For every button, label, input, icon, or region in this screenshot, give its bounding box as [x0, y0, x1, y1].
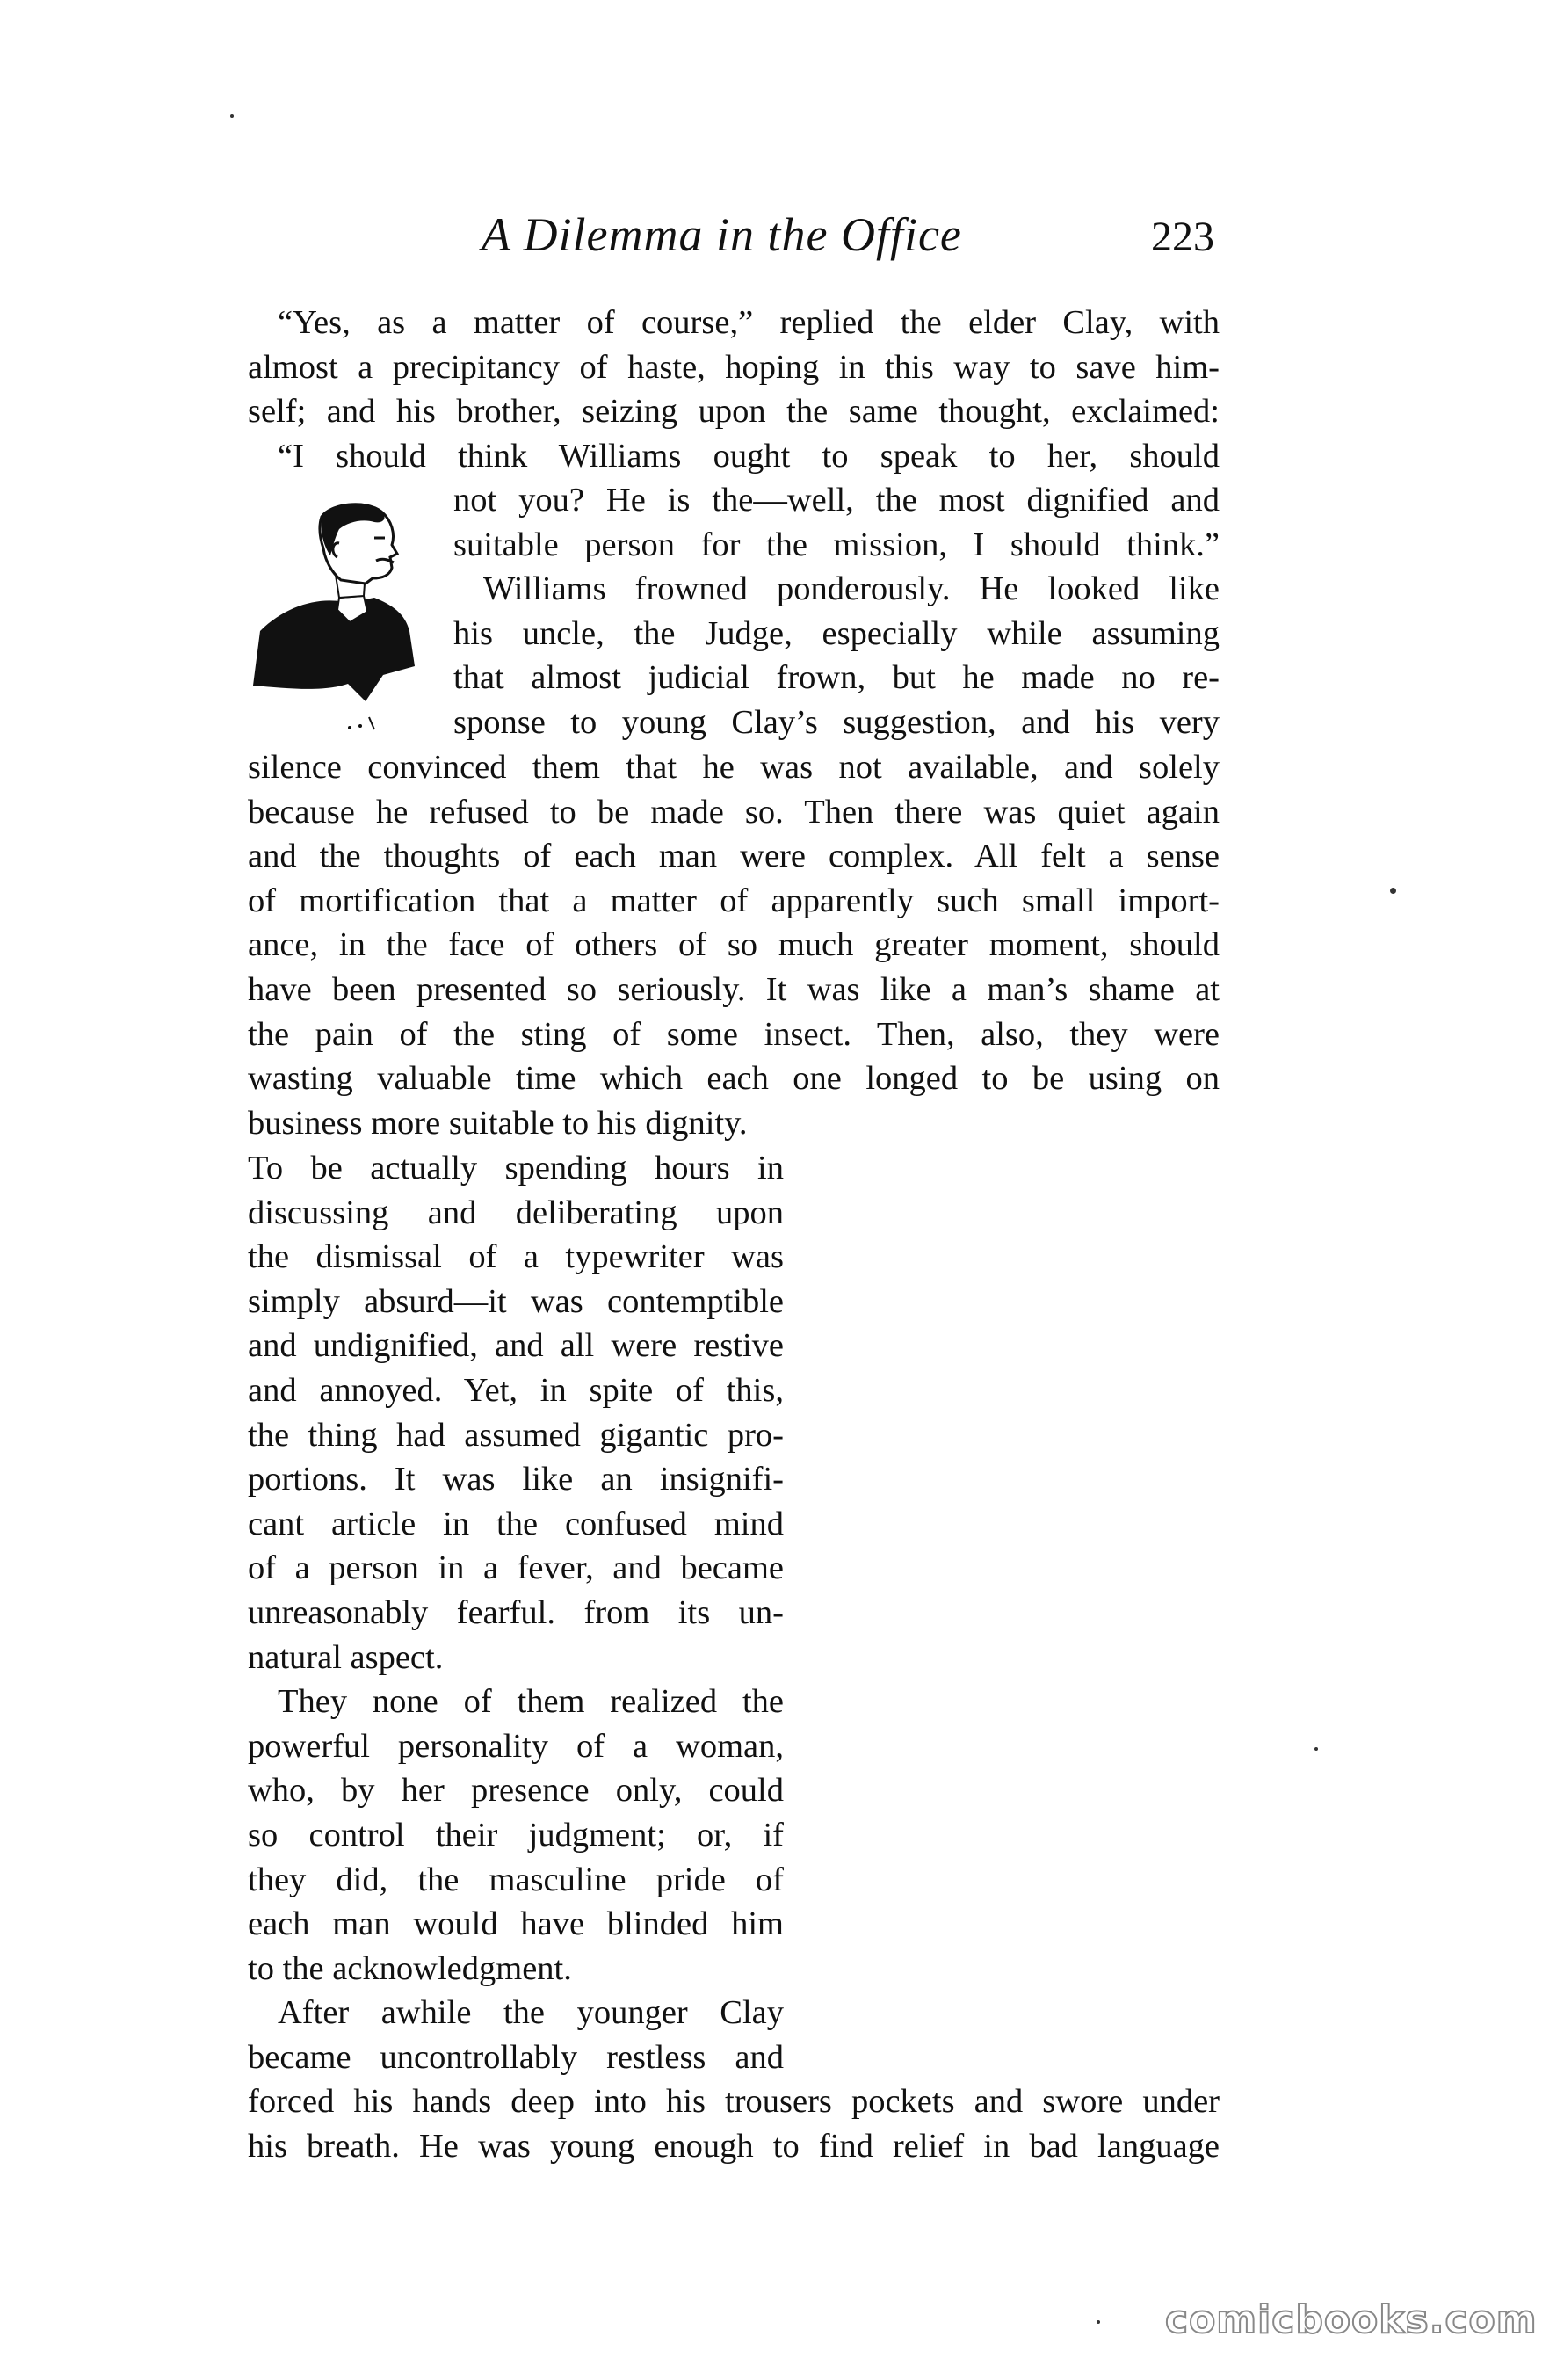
paragraph-continued [248, 745, 1220, 1145]
text-line: his uncle, the Judge, especially while assuming [453, 614, 1220, 652]
text-line: Williams frowned ponderously. He looked like [483, 570, 1220, 608]
text-line: wasting valuable time which each one longed to be using on [248, 1060, 1220, 1098]
text-line: simply absurd—it was contemptible [248, 1282, 784, 1320]
text-line: unreasonably fearful. from its un- [248, 1593, 784, 1631]
paragraph-closing [248, 2079, 1220, 2168]
text-line: They none of them realized the [278, 1683, 784, 1721]
text-line: of mortification that a matter of apparently such small import- [248, 882, 1220, 919]
text-line: the thing had assumed gigantic pro- [248, 1416, 784, 1454]
text-line: natural aspect. [248, 1638, 444, 1676]
text-line: self; and his brother, seizing upon the same thought, exclaimed: [248, 393, 1220, 431]
text-line: and the thoughts of each man were complex. All felt a sense [248, 838, 1220, 875]
paragraph-beside-portrait [453, 478, 1220, 745]
text-line: became uncontrollably restless and [248, 2038, 784, 2076]
page-number: 223 [1151, 214, 1214, 260]
running-head [0, 207, 1564, 269]
text-line: and annoyed. Yet, in spite of this, [248, 1371, 784, 1409]
watermark: comicbooks.com [1165, 2297, 1538, 2342]
text-line: After awhile the younger Clay [278, 1994, 784, 2032]
text-line: powerful personality of a woman, [248, 1727, 784, 1765]
text-line: the dismissal of a typewriter was [248, 1238, 784, 1276]
text-line: of a person in a fever, and became [248, 1549, 784, 1587]
text-line: ance, in the face of others of so much greater moment, should [248, 926, 1220, 964]
text-line: almost a precipitancy of haste, hoping in this way to save him- [248, 348, 1220, 386]
text-line: portions. It was like an insignifi- [248, 1461, 784, 1498]
scan-speck [1314, 1747, 1318, 1751]
text-line: so control their judgment; or, if [248, 1816, 784, 1854]
text-line: forced his hands deep into his trousers pockets and swore under [248, 2083, 1220, 2120]
text-line: “I should think Williams ought to speak to her, should [278, 437, 1220, 475]
text-line: that almost judicial frown, but he made no re- [453, 659, 1220, 697]
text-line: discussing and deliberating upon [248, 1194, 784, 1231]
text-line: and undignified, and all were restive [248, 1327, 784, 1365]
scan-speck [1390, 888, 1396, 894]
paragraph-narrow-column [248, 1146, 784, 2079]
scan-speck [230, 114, 234, 118]
text-line: suitable person for the mission, I should think.” [453, 526, 1220, 563]
text-line: have been presented so seriously. It was like a man’s shame at [248, 970, 1220, 1008]
paragraph-opening [248, 301, 1220, 478]
text-line: who, by her presence only, could [248, 1772, 784, 1810]
text-line: to the acknowledgment. [248, 1949, 572, 1987]
text-line: cant article in the confused mind [248, 1505, 784, 1542]
text-line: sponse to young Clay’s suggestion, and his very [453, 703, 1220, 741]
text-line: To be actually spending hours in [248, 1150, 784, 1186]
text-line: not you? He is the—well, the most dignified and [453, 482, 1220, 519]
text-line: his breath. He was young enough to find relief in bad language [248, 2127, 1220, 2165]
text-line: each man would have blinded him [248, 1905, 784, 1943]
text-line: “Yes, as a matter of course,” replied the elder Clay, with [278, 304, 1220, 341]
text-line: business more suitable to his dignity. [248, 1104, 748, 1142]
text-line: silence convinced them that he was not available, and solely [248, 749, 1220, 786]
scan-speck [1097, 2320, 1100, 2324]
text-line: because he refused to be made so. Then there was quiet again [248, 793, 1220, 831]
running-title: A Dilemma in the Office [482, 208, 962, 261]
text-line: the pain of the sting of some insect. Then, also, they were [248, 1015, 1220, 1053]
gentleman-portrait-illustration [251, 499, 445, 736]
text-line: they did, the masculine pride of [248, 1861, 784, 1898]
